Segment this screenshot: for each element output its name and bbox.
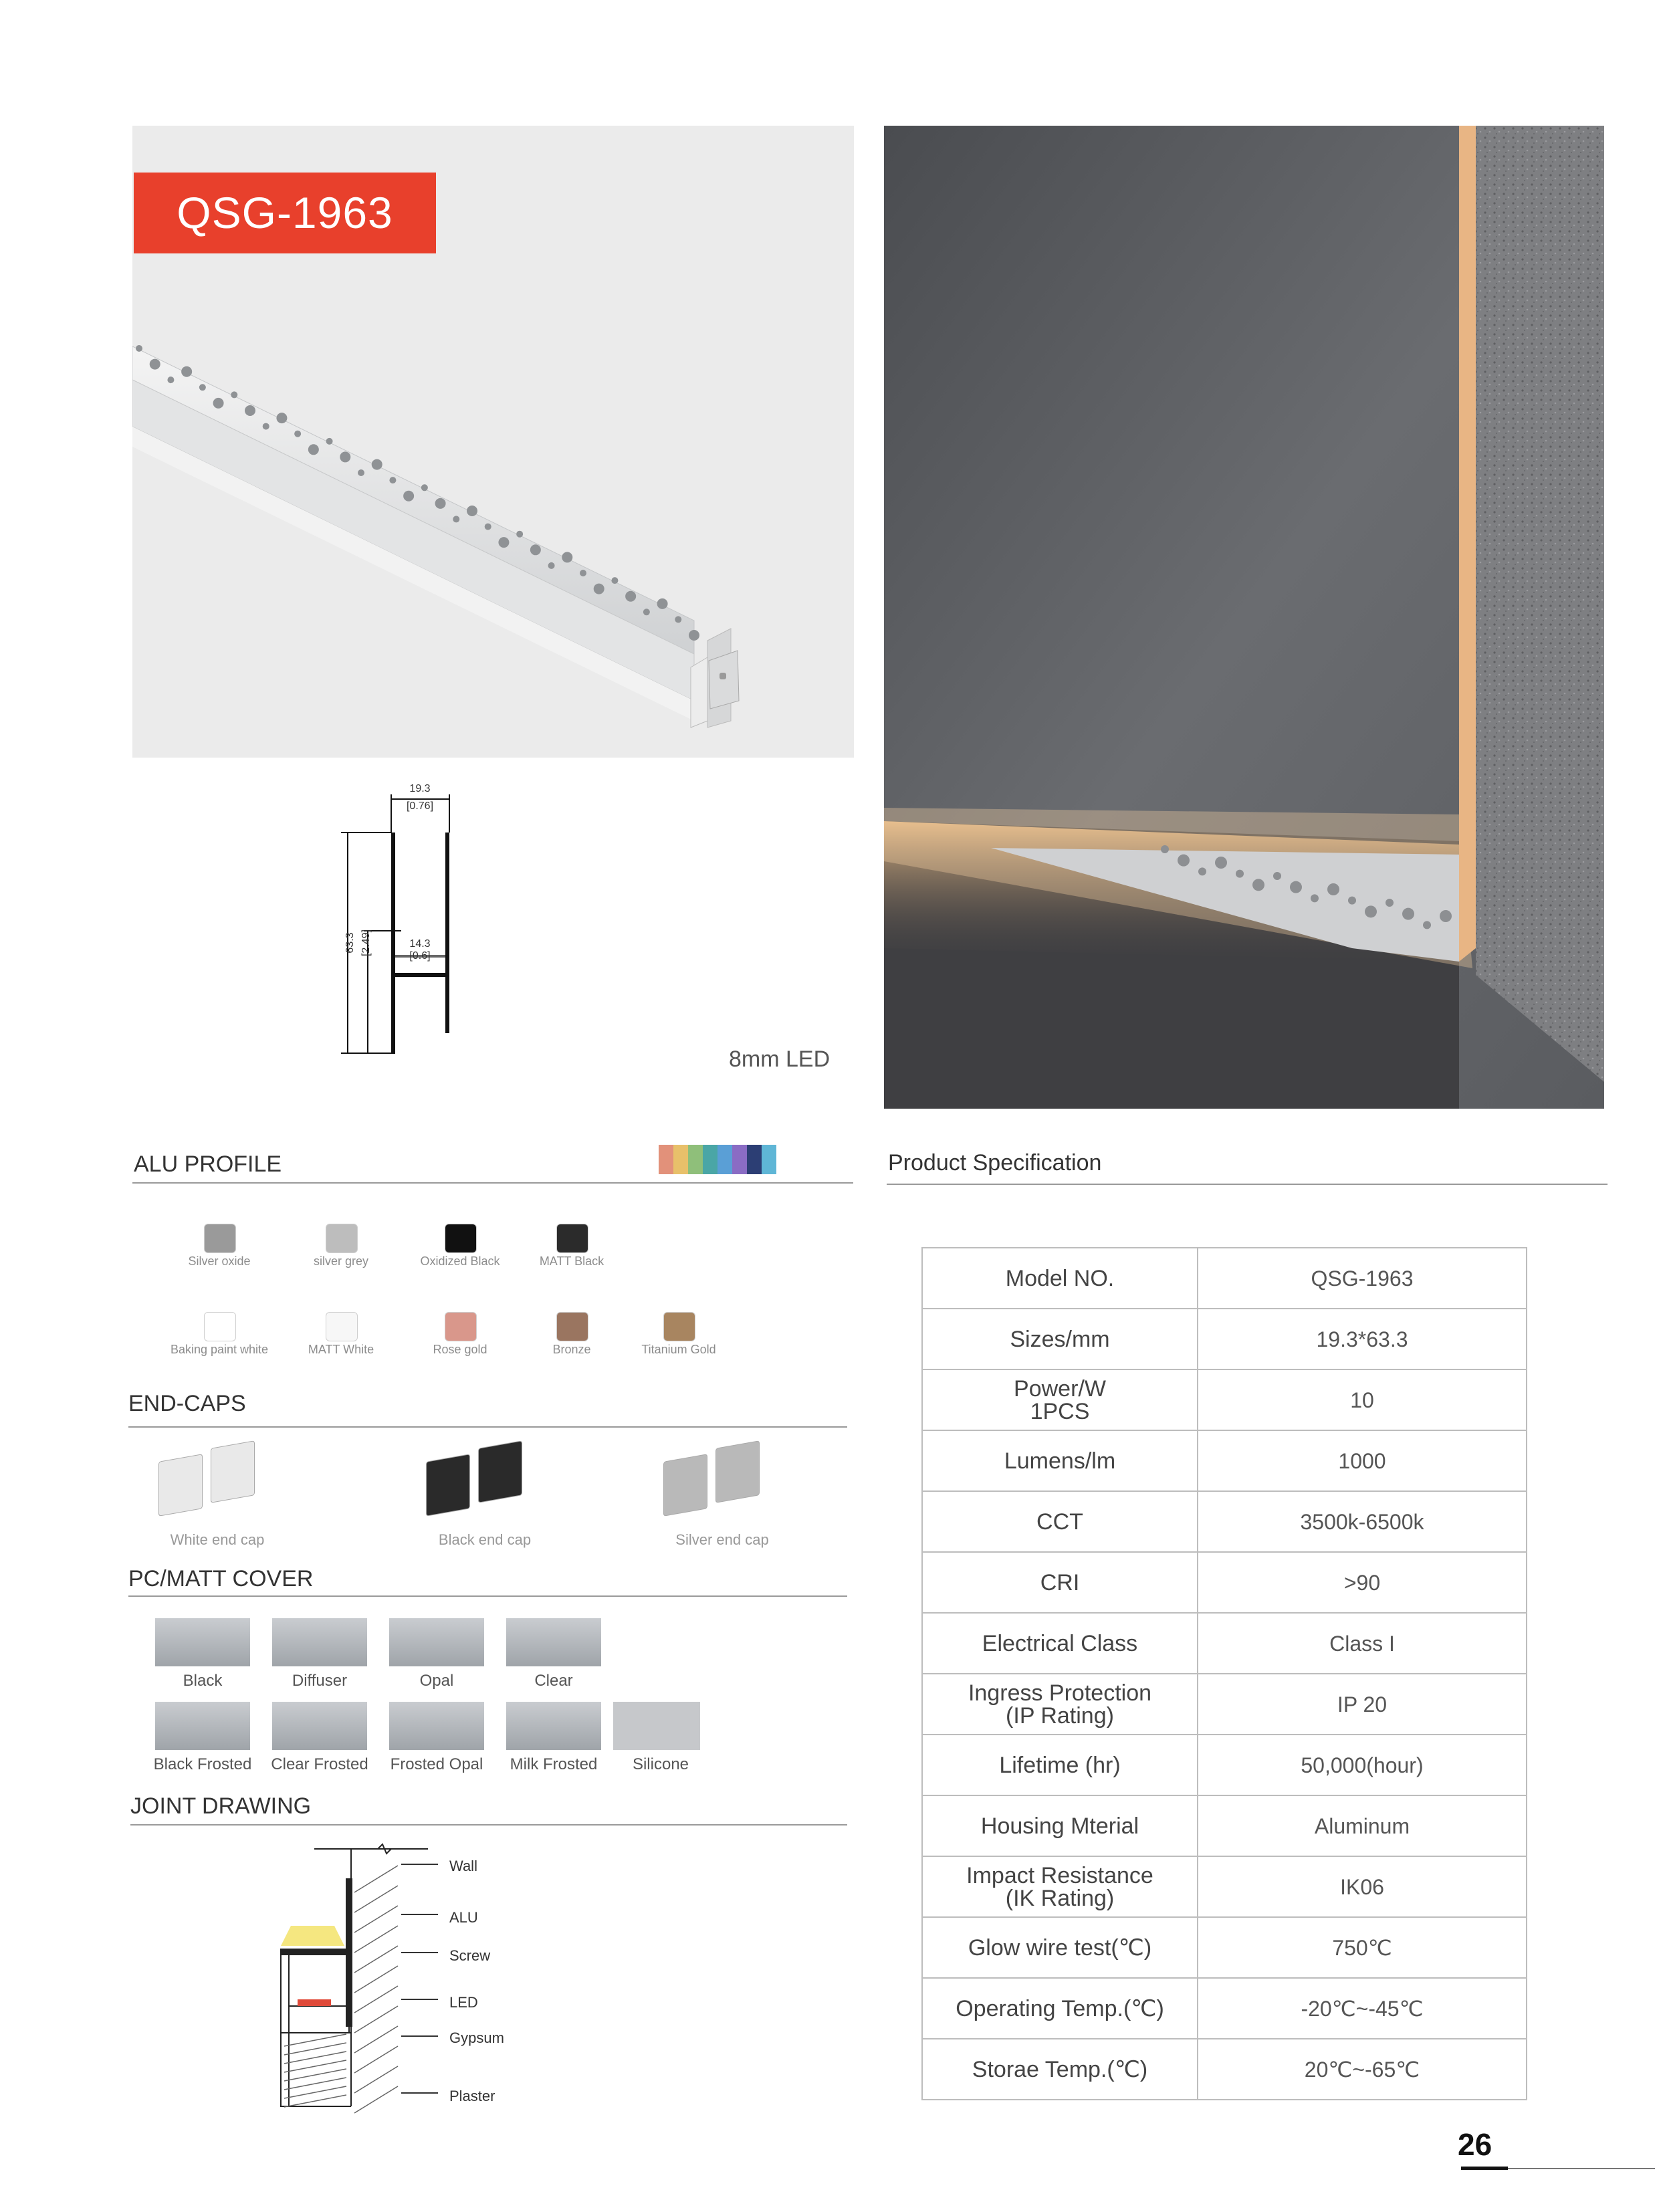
cover-sample-image	[506, 1702, 601, 1750]
spec-key: Electrical Class	[922, 1613, 1198, 1674]
spec-row	[922, 1430, 1527, 1491]
divider	[132, 1182, 853, 1184]
spec-value: 1000	[1198, 1430, 1527, 1491]
spec-row	[922, 1856, 1527, 1917]
spec-key: Model NO.	[922, 1248, 1198, 1309]
color-strip-chip	[659, 1145, 673, 1174]
spec-row	[922, 1491, 1527, 1552]
joint-drawing	[267, 1839, 455, 2120]
spec-title: Product Specification	[888, 1150, 1102, 1176]
spec-row	[922, 1613, 1527, 1674]
spec-key: Impact Resistance (IK Rating)	[922, 1856, 1198, 1917]
joint-label: Plaster	[449, 2088, 495, 2104]
cover-title: PC/MATT COVER	[128, 1566, 314, 1591]
finish-label: Bronze	[552, 1343, 591, 1356]
spec-row	[922, 1917, 1527, 1978]
divider	[128, 1595, 847, 1597]
joint-label: Screw	[449, 1947, 491, 1964]
end-cap-label: Black end cap	[438, 1531, 532, 1548]
color-strip-chip	[732, 1145, 747, 1174]
spec-value: QSG-1963	[1198, 1248, 1527, 1309]
led-note: 8mm LED	[729, 1046, 831, 1072]
spec-value: Class I	[1198, 1613, 1527, 1674]
joint-label: ALU	[449, 1909, 478, 1926]
installation-scene-photo	[884, 126, 1604, 1109]
cover-sample-image	[613, 1702, 700, 1750]
finish-swatch	[326, 1312, 358, 1341]
divider	[887, 1184, 1608, 1185]
finish-label: silver grey	[313, 1254, 369, 1268]
finish-label: Rose gold	[433, 1343, 487, 1356]
cover-label: Frosted Opal	[390, 1755, 483, 1773]
spec-row	[922, 1978, 1527, 2039]
spec-row	[922, 1552, 1527, 1613]
cover-sample-image	[155, 1618, 250, 1666]
divider	[130, 1824, 847, 1826]
spec-value: Aluminum	[1198, 1795, 1527, 1856]
cover-sample-image	[272, 1618, 367, 1666]
end-cap-label: White end cap	[170, 1531, 265, 1548]
cover-label: Diffuser	[292, 1672, 348, 1690]
finish-swatch	[326, 1224, 358, 1253]
color-strip-chip	[688, 1145, 703, 1174]
profile-dimension-drawing	[334, 782, 495, 1063]
spec-value: -20℃~-45℃	[1198, 1978, 1527, 2039]
end-cap-image	[715, 1440, 760, 1503]
spec-key: Power/W 1PCS	[922, 1369, 1198, 1430]
joint-label: Gypsum	[449, 2029, 504, 2046]
spec-value: 10	[1198, 1369, 1527, 1430]
finish-swatch	[556, 1312, 588, 1341]
spec-row	[922, 1369, 1527, 1430]
end-cap-image	[478, 1440, 522, 1503]
inner-in-label: [0.6]	[409, 950, 431, 962]
finish-label: Baking paint white	[170, 1343, 269, 1356]
spec-key: Lumens/lm	[922, 1430, 1198, 1491]
spec-key: CCT	[922, 1491, 1198, 1552]
joint-drawing-title: JOINT DRAWING	[130, 1793, 312, 1819]
color-strip-chip	[747, 1145, 762, 1174]
end-caps-title: END-CAPS	[128, 1391, 246, 1416]
spec-row	[922, 1309, 1527, 1369]
spec-value: >90	[1198, 1552, 1527, 1613]
end-cap-label: Silver end cap	[675, 1531, 769, 1548]
finish-swatch	[204, 1224, 236, 1253]
cover-label: Black Frosted	[153, 1755, 252, 1773]
end-cap-image	[426, 1454, 470, 1517]
cover-label: Clear	[534, 1672, 573, 1690]
cover-label: Silicone	[632, 1755, 689, 1773]
footer-rule	[1508, 2168, 1655, 2169]
spec-key: Lifetime (hr)	[922, 1735, 1198, 1795]
cover-sample-image	[389, 1702, 484, 1750]
color-strip-chip	[673, 1145, 688, 1174]
width-in-label: [0.76]	[406, 800, 434, 812]
joint-label: Wall	[449, 1858, 477, 1874]
cover-sample-image	[506, 1618, 601, 1666]
spec-row	[922, 1795, 1527, 1856]
height-in-label: [2.49]	[360, 929, 372, 957]
finish-swatch	[445, 1224, 477, 1253]
spec-key: Sizes/mm	[922, 1309, 1198, 1369]
alu-profile-title: ALU PROFILE	[134, 1151, 282, 1177]
joint-label: LED	[449, 1994, 478, 2011]
cover-label: Black	[183, 1672, 223, 1690]
cover-sample-image	[155, 1702, 250, 1750]
height-mm-label: 63.3	[344, 932, 356, 954]
cover-sample-image	[272, 1702, 367, 1750]
spec-value: 19.3*63.3	[1198, 1309, 1527, 1369]
spec-row	[922, 1735, 1527, 1795]
finish-swatch	[204, 1312, 236, 1341]
spec-value: 750℃	[1198, 1917, 1527, 1978]
finish-swatch	[445, 1312, 477, 1341]
cover-label: Clear Frosted	[271, 1755, 368, 1773]
cover-sample-image	[389, 1618, 484, 1666]
cover-label: Opal	[419, 1672, 454, 1690]
spec-value: 50,000(hour)	[1198, 1735, 1527, 1795]
page-number-underline	[1461, 2167, 1508, 2170]
spec-key: Glow wire test(℃)	[922, 1917, 1198, 1978]
color-strip-chip	[703, 1145, 717, 1174]
width-mm-label: 19.3	[409, 783, 431, 794]
finish-label: Oxidized Black	[420, 1254, 500, 1268]
finish-label: MATT White	[308, 1343, 374, 1356]
spec-value: IK06	[1198, 1856, 1527, 1917]
finish-label: Titanium Gold	[641, 1343, 716, 1356]
divider	[128, 1426, 847, 1428]
spec-value: IP 20	[1198, 1674, 1527, 1735]
spec-key: Operating Temp.(℃)	[922, 1978, 1198, 2039]
finish-swatch	[663, 1312, 695, 1341]
page-number: 26	[1458, 2127, 1492, 2162]
spec-key: Storae Temp.(℃)	[922, 2039, 1198, 2100]
spec-value: 20℃~-65℃	[1198, 2039, 1527, 2100]
finish-label: Silver oxide	[188, 1254, 251, 1268]
color-strip	[659, 1145, 776, 1174]
spec-value: 3500k-6500k	[1198, 1491, 1527, 1552]
finish-swatch	[556, 1224, 588, 1253]
spec-row	[922, 1674, 1527, 1735]
cover-label: Milk Frosted	[510, 1755, 598, 1773]
spec-table	[921, 1247, 1527, 2100]
color-strip-chip	[717, 1145, 732, 1174]
end-cap-image	[158, 1454, 203, 1517]
spec-row	[922, 2039, 1527, 2100]
spec-key: CRI	[922, 1552, 1198, 1613]
end-cap-image	[663, 1454, 707, 1517]
color-strip-chip	[762, 1145, 776, 1174]
finish-label: MATT Black	[539, 1254, 604, 1268]
spec-key: Ingress Protection (IP Rating)	[922, 1674, 1198, 1735]
inner-mm-label: 14.3	[409, 938, 431, 950]
end-cap-image	[211, 1440, 255, 1503]
model-badge: QSG-1963	[134, 173, 436, 253]
spec-row	[922, 1248, 1527, 1309]
spec-key: Housing Mterial	[922, 1795, 1198, 1856]
